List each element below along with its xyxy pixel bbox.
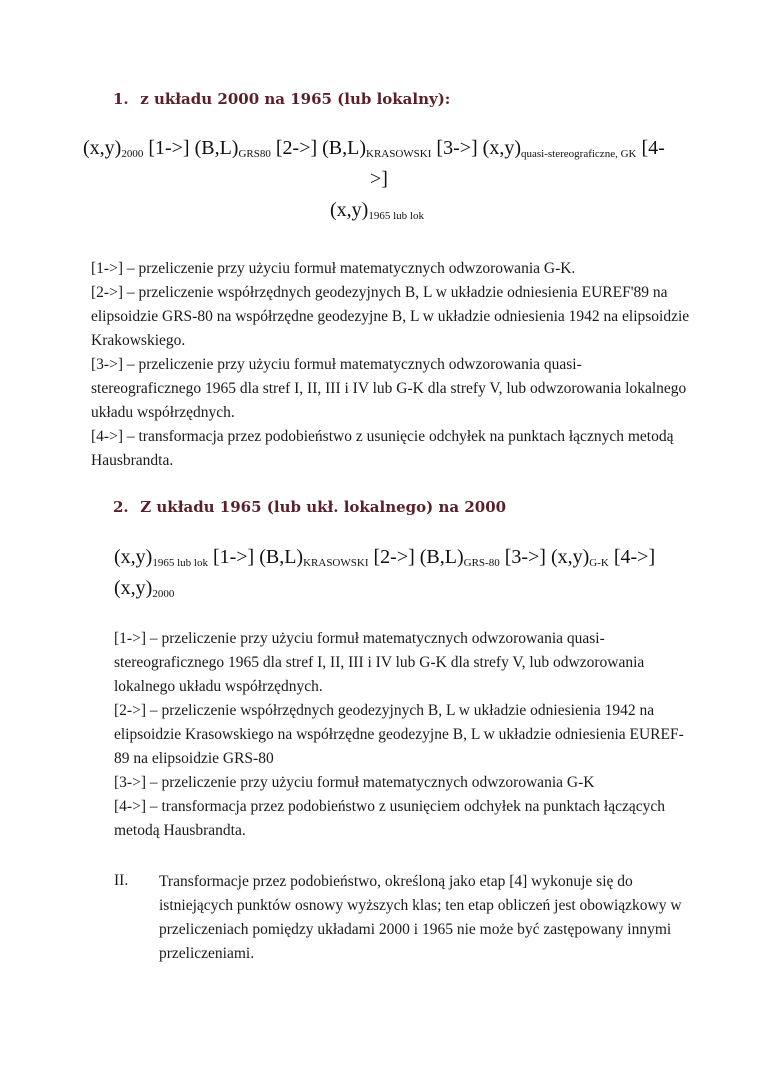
section-1-heading <box>113 90 450 108</box>
text-line: 89 na elipsoidzie GRS-80 <box>114 750 274 767</box>
text-line: przeliczeniami. <box>159 945 255 962</box>
text-line: [4->] – transformacja przez podobieństwo z usunięcie odchyłek na punktach łącznych metodą <box>91 428 674 445</box>
section-1-formula-line-1: $(x,y)_{2000}$ [1->] $(B,L)_{GRS80}$ [2->] $(B,L)_{KRASOWSKI}$ [3->] $(x,y)_{quasi-stereograficzne, GK}$ [4- <box>83 137 665 160</box>
text-line: [4->] – transformacja przez podobieństwo z usunięciem odchyłek na punktach łączących <box>114 798 666 815</box>
text-line: elipsoidzie Krasowskiego na współrzędne geodezyjne B, L w układzie odniesienia EUREF- <box>114 726 684 743</box>
text-line: [3->] – przeliczenie przy użyciu formuł matematycznych odwzorowania G-K <box>114 774 595 791</box>
text-line: Krakowskiego. <box>91 332 186 349</box>
text-line: lokalnego układu współrzędnych. <box>114 678 323 695</box>
text-line: stereograficznego 1965 dla stref I, II, III i IV lub G-K dla strefy V, lub odwzorowania <box>114 654 645 671</box>
section-2-title: Z układu 1965 (lub ukł. lokalnego) na 2000 <box>140 498 507 516</box>
section-2-number: 2. <box>113 498 129 516</box>
text-line: przeliczeniach pomiędzy układami 2000 i 1965 nie może być zastępowany innymi <box>159 921 672 938</box>
text-line: [2->] – przeliczenie współrzędnych geodezyjnych B, L w układzie odniesienia 1942 na <box>114 702 655 719</box>
section-2-heading <box>113 498 506 516</box>
text-line: istniejących punktów osnowy wyższych klas; ten etap obliczeń jest obowiązkowy w <box>159 897 682 914</box>
section-2-description <box>114 627 684 843</box>
text-line: [2->] – przeliczenie współrzędnych geodezyjnych B, L w układzie odniesienia EUREF'89 na <box>91 284 668 301</box>
section-1-number: 1. <box>113 90 129 108</box>
text-line: [1->] – przeliczenie przy użyciu formuł matematycznych odwzorowania quasi- <box>114 630 605 647</box>
text-line: metodą Hausbrandta. <box>114 822 246 839</box>
text-line: Transformacje przez podobieństwo, określoną jako etap [4] wykonuje się do <box>159 873 633 890</box>
section-1-description <box>91 257 689 473</box>
section-2-formula-line-1: $(x,y)_{1965 lub lok}$ [1->] $(B,L)_{KRASOWSKI}$ [2->] $(B,L)_{GRS-80}$ [3->] $(x,y)_{G-K}$ [4->] <box>114 546 656 569</box>
section-1-formula-line-2: >] <box>370 168 388 190</box>
text-line: układu współrzędnych. <box>91 404 235 421</box>
text-line: [1->] – przeliczenie przy użyciu formuł matematycznych odwzorowania G-K. <box>91 260 576 277</box>
section-ii-text <box>159 870 682 966</box>
text-line: stereograficznego 1965 dla stref I, II, III i IV lub G-K dla strefy V, lub odwzorowania lokalnego <box>91 380 687 397</box>
text-line: Hausbrandta. <box>91 452 174 469</box>
section-1-formula-line-3: $(x,y)_{1965 lub lok}$ <box>330 199 424 222</box>
section-ii-numeral: II. <box>114 872 129 889</box>
text-line: elipsoidzie GRS-80 na współrzędne geodezyjne B, L w układzie odniesienia 1942 na elipsoidzie <box>91 308 690 325</box>
text-line: [3->] – przeliczenie przy użyciu formuł matematycznych odwzorowania quasi- <box>91 356 582 373</box>
section-2-formula-line-2: $(x,y)_{2000}$ <box>114 577 175 600</box>
section-1-title: z układu 2000 na 1965 (lub lokalny): <box>140 90 451 108</box>
